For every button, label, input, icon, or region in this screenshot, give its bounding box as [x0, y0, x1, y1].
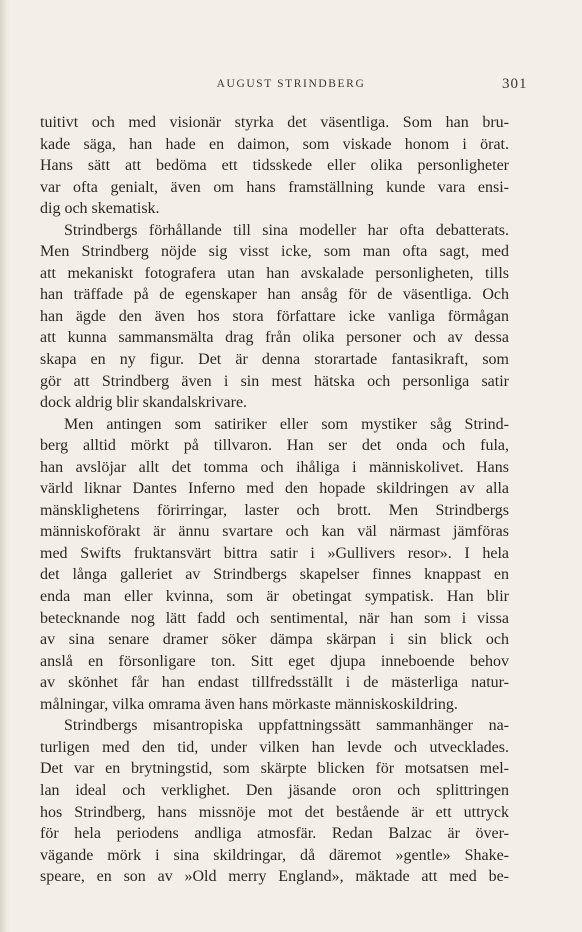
text-line: anslå en försonligare ton. Sitt eget djupa inneboende behov — [40, 652, 509, 670]
text-line: var ofta genialt, även om hans framställning kunde vara ensi- — [40, 178, 509, 196]
text-line: dock aldrig blir skandalskrivare. — [40, 394, 248, 412]
text-line: tuitivt och med visionär styrka det väsentliga. Som han bru- — [40, 114, 509, 131]
text-line: vägande mörk i sina skildringar, då däremot »gentle» Shake- — [40, 846, 509, 864]
text-line: Hans sätt att bedöma ett tidsskede eller olika personligheter — [40, 157, 509, 175]
running-head — [0, 76, 582, 96]
text-line: människoförakt är ännu svartare och kan väl närmast jämföras — [40, 523, 509, 541]
text-line: han träffade på de egenskaper han ansåg för de väsentliga. Och — [40, 286, 509, 304]
text-line: speare, en son av »Old merry England», mäktade att med be- — [40, 868, 509, 886]
text-line: enda man eller kvinna, som är obetingat sympatisk. Han blir — [40, 588, 509, 606]
text-line: han ägde den även hos stora författare icke vanliga förmågan — [40, 307, 509, 325]
text-line: Men antingen som satiriker eller som mystiker såg Strind- — [64, 415, 509, 433]
text-line: betecknande nog lätt fadd och sentimental, när han som i vissa — [40, 609, 509, 627]
page-number: 301 — [502, 76, 528, 92]
text-line: Strindbergs förhållande till sina modeller har ofta debatterats. — [64, 221, 509, 239]
text-line: att mekaniskt fotografera utan han avskalade personligheten, tills — [40, 264, 509, 282]
body-text — [40, 112, 509, 888]
text-line: av sina senare dramer söker dämpa skärpan i sin blick och — [40, 631, 509, 649]
text-line: turligen med den tid, under vilken han levde och utvecklades. — [40, 738, 509, 756]
text-line: kade säga, han hade en daimon, som viskade honom i örat. — [40, 135, 509, 153]
text-line: av skönhet får han endast tillfredsställt i de mästerliga natur- — [40, 674, 509, 692]
text-line: mänsklighetens förirringar, laster och brott. Men Strindbergs — [40, 501, 509, 519]
text-line: skapa en ny figur. Det är denna storartade fantasikraft, som — [40, 351, 509, 369]
text-line: Men Strindberg nöjde sig visst icke, som man ofta sagt, med — [40, 243, 509, 261]
text-line: han avslöjar allt det tomma och ihåliga i människolivet. Hans — [40, 458, 509, 476]
text-line: dig och skematisk. — [40, 200, 160, 218]
text-line: lan ideal och verklighet. Den jäsande oron och splittringen — [40, 781, 509, 799]
text-line: gör att Strindberg även i sin mest hätska och personliga satir — [40, 372, 509, 390]
text-line: för hela periodens andliga atmosfär. Redan Balzac är över- — [40, 825, 509, 843]
text-line: hos Strindberg, hans missnöje mot det bestående är ett uttryck — [40, 803, 509, 821]
text-line: värld liknar Dantes Inferno med den hopade skildringen av alla — [40, 480, 509, 498]
text-line: att kunna sammansmälta drag från olika personer och av dessa — [40, 329, 509, 347]
page-binding-edge — [0, 0, 10, 932]
text-line: det långa galleriet av Strindbergs skapelser finnes knappast en — [40, 566, 509, 584]
text-line: Det var en brytningstid, som skärpte blicken för motsatsen mel- — [40, 760, 509, 778]
text-line: målningar, vilka omrama även hans mörkaste människoskildring. — [40, 695, 458, 713]
text-line: med Swifts fruktansvärt bittra satir i »Gullivers resor». I hela — [40, 544, 509, 562]
text-line: Strindbergs misantropiska uppfattningssätt sammanhänger na- — [64, 717, 509, 735]
text-line: berg alltid mörkt på tillvaron. Han ser det onda och fula, — [40, 437, 509, 455]
running-title: AUGUST STRINDBERG — [216, 78, 366, 90]
